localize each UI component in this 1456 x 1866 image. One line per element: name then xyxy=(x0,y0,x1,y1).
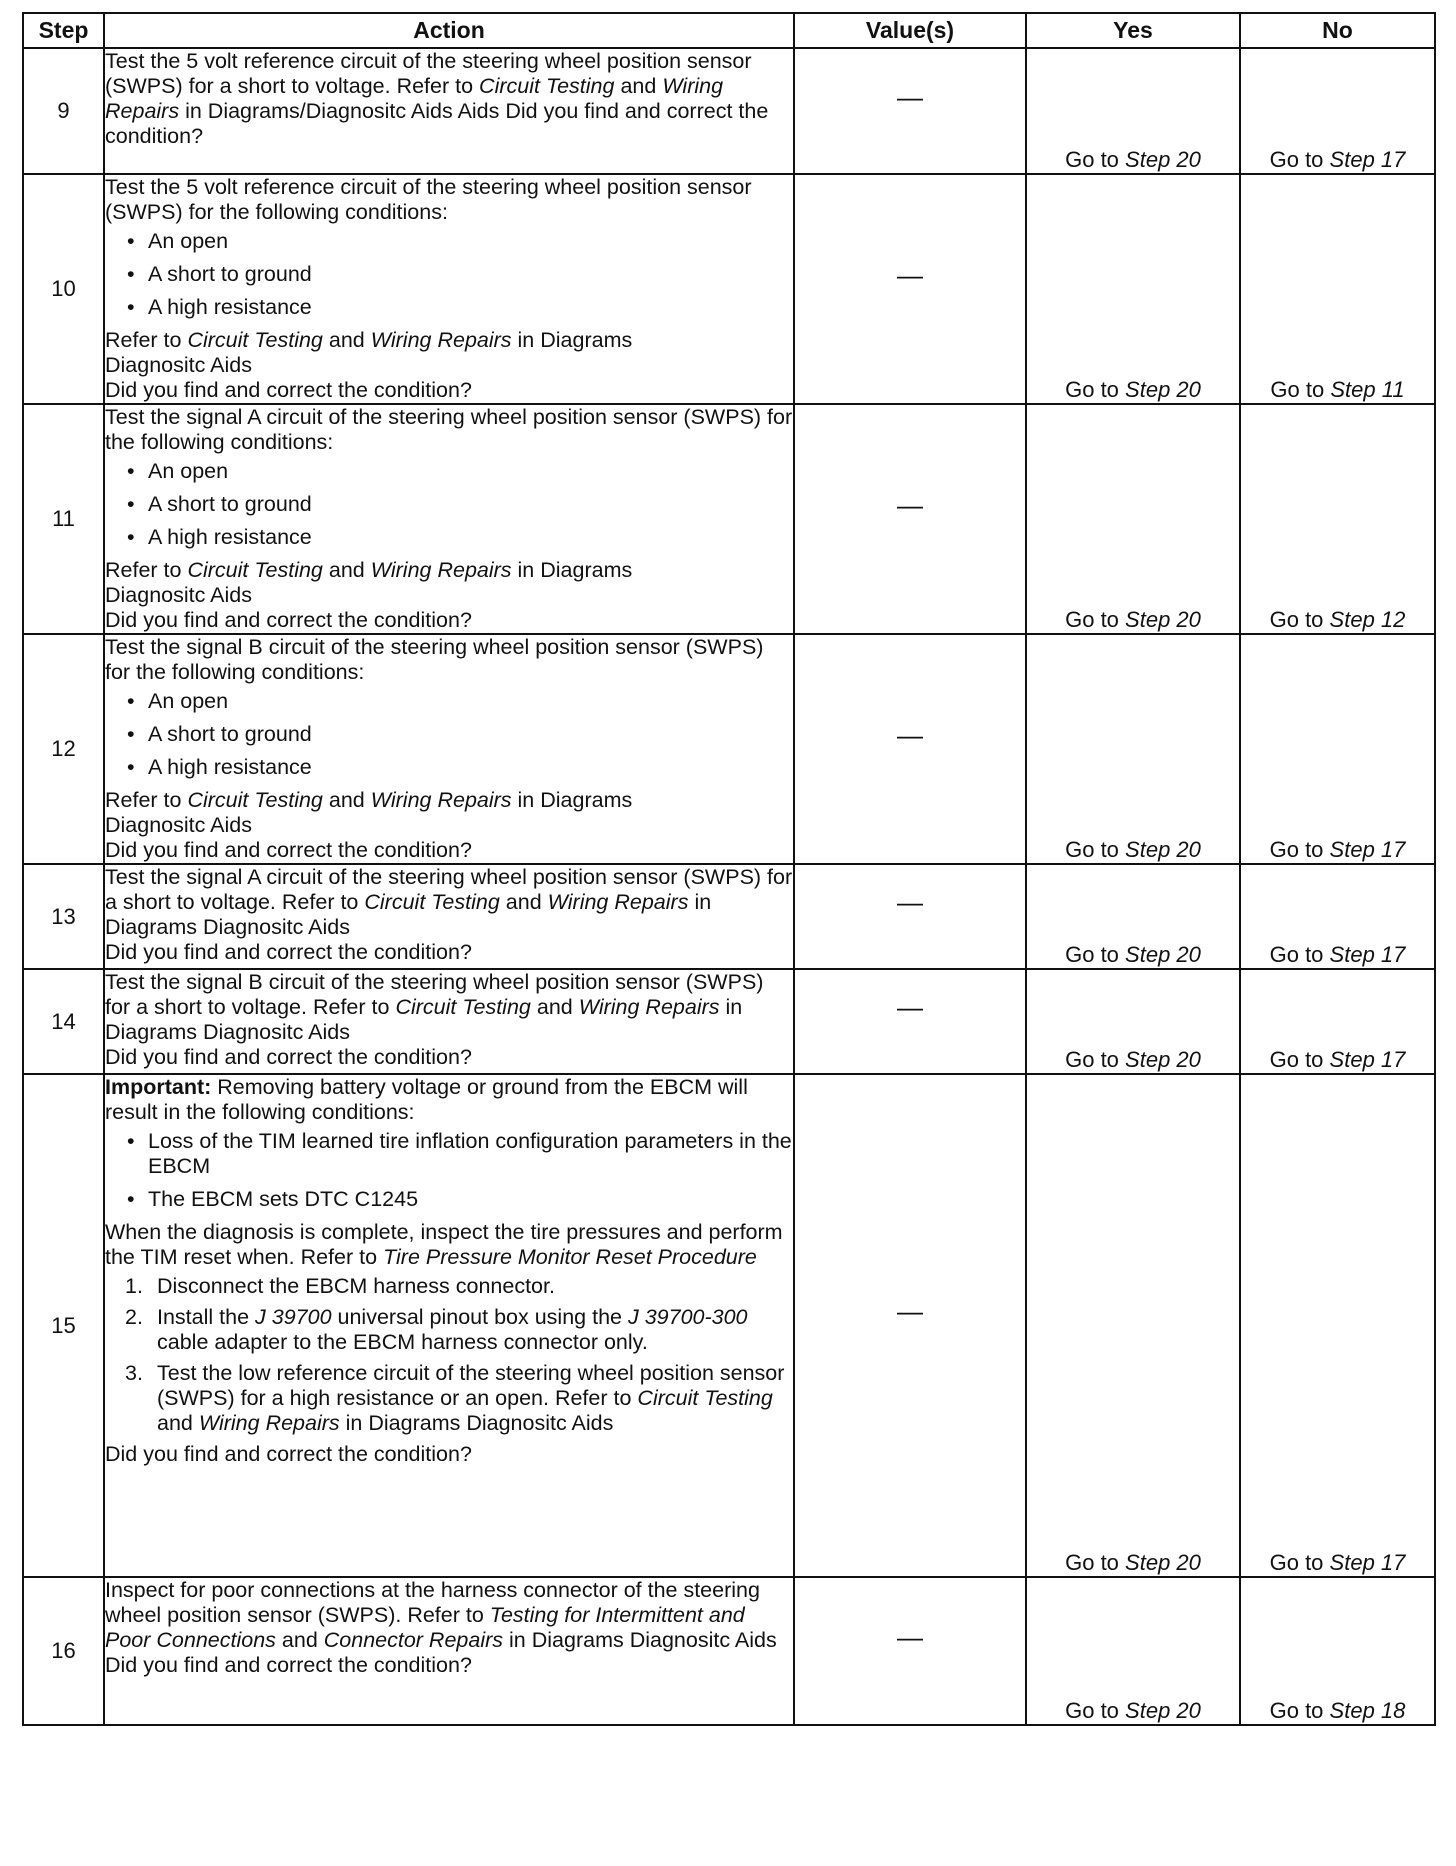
action-cell xyxy=(104,1074,794,1577)
yes-cell: Go to Step 20 xyxy=(1026,1577,1240,1725)
action-text: Test the signal A circuit of the steering wheel position sensor (SWPS) for a short to voltage. Refer to Circuit Testing and Wiring Repairs in Diagrams Diagnositc Aids xyxy=(105,865,793,939)
goto-step-link[interactable]: Step 17 xyxy=(1329,942,1406,967)
list-item: 3. Test the low reference circuit of the steering wheel position sensor (SWPS) for a high resistance or an open. Refer to Circuit Testing and Wiring Repairs in Diagrams Diagnositc Aids xyxy=(125,1361,785,1435)
tool-name: J 39700-300 xyxy=(627,1305,748,1329)
table-row xyxy=(23,1074,1435,1577)
value-dash: — xyxy=(897,887,923,917)
action-cell xyxy=(104,969,794,1074)
value-cell xyxy=(794,864,1026,969)
reference-text: Refer to Circuit Testing and Wiring Repairs in Diagrams Diagnositc Aids xyxy=(105,558,633,607)
goto-step-link[interactable]: Step 12 xyxy=(1329,607,1406,632)
table-row xyxy=(23,174,1435,404)
reference-text: Refer to Circuit Testing and Wiring Repairs in Diagrams Diagnositc Aids xyxy=(105,788,633,837)
yes-cell: Go to Step 20 xyxy=(1026,174,1240,404)
list-item: 1. Disconnect the EBCM harness connector. xyxy=(125,1274,555,1298)
step-number: 15 xyxy=(23,1074,104,1577)
procedure-list xyxy=(125,1274,793,1436)
header-step: Step xyxy=(23,13,104,48)
important-label: Important: xyxy=(105,1075,212,1099)
action-text: Test the signal B circuit of the steering wheel position sensor (SWPS) for a short to voltage. Refer to Circuit Testing and Wiring Repairs in Diagrams Diagnositc Aids xyxy=(105,970,764,1044)
diagnostic-table xyxy=(22,12,1436,1726)
condition-list xyxy=(127,229,793,320)
list-item: • A high resistance xyxy=(127,755,793,780)
value-dash: — xyxy=(897,489,923,520)
yes-cell: Go to Step 20 xyxy=(1026,969,1240,1074)
action-cell xyxy=(104,634,794,864)
action-cell xyxy=(104,48,794,174)
step-number: 13 xyxy=(23,864,104,969)
important-note: Important: Removing battery voltage or ground from the EBCM will result in the following conditions: xyxy=(105,1075,748,1124)
header-action: Action xyxy=(104,13,794,48)
action-text: Inspect for poor connections at the harness connector of the steering wheel position sensor (SWPS). Refer to Testing for Intermittent and Poor Connections and Connector Repairs in Diagrams Diagnositc Aids xyxy=(105,1578,777,1652)
action-text: Test the signal B circuit of the steering wheel position sensor (SWPS) for the following conditions: xyxy=(105,635,764,684)
step-number: 10 xyxy=(23,174,104,404)
value-cell xyxy=(794,174,1026,404)
action-cell xyxy=(104,864,794,969)
list-item: • An open xyxy=(127,229,793,254)
header-values: Value(s) xyxy=(794,13,1026,48)
list-item: • An open xyxy=(127,689,793,714)
reference-text: Refer to Circuit Testing and Wiring Repairs in Diagrams Diagnositc Aids xyxy=(105,328,633,377)
step-number: 12 xyxy=(23,634,104,864)
question-text: Did you find and correct the condition? xyxy=(105,378,472,402)
no-cell: Go to Step 17 xyxy=(1240,634,1435,864)
action-cell xyxy=(104,1577,794,1725)
list-item: • An open xyxy=(127,459,793,484)
header-row xyxy=(23,13,1435,48)
step-number: 16 xyxy=(23,1577,104,1725)
value-dash: — xyxy=(897,81,923,112)
value-dash: — xyxy=(897,992,923,1022)
action-cell xyxy=(104,404,794,634)
goto-step-link[interactable]: Step 20 xyxy=(1125,607,1201,632)
goto-step-link[interactable]: Step 20 xyxy=(1125,147,1201,172)
goto-step-link[interactable]: Step 20 xyxy=(1125,1047,1201,1072)
value-dash: — xyxy=(897,1621,923,1652)
goto-step-link[interactable]: Step 17 xyxy=(1329,1047,1406,1072)
yes-cell: Go to Step 20 xyxy=(1026,864,1240,969)
action-cell xyxy=(104,174,794,404)
question-text: Did you find and correct the condition? xyxy=(105,838,472,862)
no-cell: Go to Step 17 xyxy=(1240,48,1435,174)
value-cell xyxy=(794,48,1026,174)
goto-step-link[interactable]: Step 17 xyxy=(1329,837,1406,862)
yes-cell: Go to Step 20 xyxy=(1026,634,1240,864)
value-dash: — xyxy=(897,1296,923,1326)
list-item: • The EBCM sets DTC C1245 xyxy=(127,1187,793,1212)
goto-step-link[interactable]: Step 20 xyxy=(1125,377,1201,402)
goto-step-link[interactable]: Step 20 xyxy=(1125,1550,1201,1575)
condition-list xyxy=(127,689,793,780)
condition-list xyxy=(127,459,793,550)
table-row xyxy=(23,864,1435,969)
goto-step-link[interactable]: Step 20 xyxy=(1125,942,1201,967)
list-item: • A short to ground xyxy=(127,262,793,287)
value-cell xyxy=(794,1074,1026,1577)
list-item: • A high resistance xyxy=(127,525,793,550)
value-cell xyxy=(794,404,1026,634)
step-number: 11 xyxy=(23,404,104,634)
question-text: Did you find and correct the condition? xyxy=(105,1653,472,1677)
yes-cell: Go to Step 20 xyxy=(1026,48,1240,174)
list-item: • A short to ground xyxy=(127,722,793,747)
step-number: 14 xyxy=(23,969,104,1074)
tool-name: J 39700 xyxy=(255,1305,332,1329)
yes-cell: Go to Step 20 xyxy=(1026,404,1240,634)
value-cell xyxy=(794,969,1026,1074)
no-cell: Go to Step 17 xyxy=(1240,1074,1435,1577)
header-no: No xyxy=(1240,13,1435,48)
value-cell xyxy=(794,634,1026,864)
no-cell: Go to Step 11 xyxy=(1240,174,1435,404)
goto-step-link[interactable]: Step 20 xyxy=(1125,1698,1201,1723)
table-row xyxy=(23,48,1435,174)
value-dash: — xyxy=(897,719,923,750)
reset-note: When the diagnosis is complete, inspect the tire pressures and perform the TIM reset when. Refer to Tire Pressure Monitor Reset Procedure xyxy=(105,1220,783,1269)
list-item: • A short to ground xyxy=(127,492,793,517)
condition-list xyxy=(127,1129,793,1212)
yes-cell: Go to Step 20 xyxy=(1026,1074,1240,1577)
action-text: Test the 5 volt reference circuit of the steering wheel position sensor (SWPS) for a short to voltage. Refer to Circuit Testing and Wiring Repairs in Diagrams/Diagnositc Aids Aids Did you find and correct the condition? xyxy=(105,49,769,148)
table-row xyxy=(23,1577,1435,1725)
step-number: 9 xyxy=(23,48,104,174)
table-row xyxy=(23,969,1435,1074)
no-cell: Go to Step 17 xyxy=(1240,864,1435,969)
table-row xyxy=(23,404,1435,634)
question-text: Did you find and correct the condition? xyxy=(105,1442,472,1466)
action-text: Test the 5 volt reference circuit of the steering wheel position sensor (SWPS) for the following conditions: xyxy=(105,175,752,224)
value-dash: — xyxy=(897,259,923,290)
question-text: Did you find and correct the condition? xyxy=(105,608,472,632)
table-row xyxy=(23,634,1435,864)
goto-step-link[interactable]: Step 18 xyxy=(1329,1698,1406,1723)
goto-step-link[interactable]: Step 11 xyxy=(1330,377,1405,402)
question-text: Did you find and correct the condition? xyxy=(105,1045,472,1069)
goto-step-link[interactable]: Step 17 xyxy=(1329,1550,1406,1575)
question-text: Did you find and correct the condition? xyxy=(105,940,472,964)
no-cell: Go to Step 18 xyxy=(1240,1577,1435,1725)
list-item: • Loss of the TIM learned tire inflation configuration parameters in the EBCM xyxy=(127,1129,793,1179)
goto-step-link[interactable]: Step 20 xyxy=(1125,837,1201,862)
value-cell xyxy=(794,1577,1026,1725)
action-text: Test the signal A circuit of the steering wheel position sensor (SWPS) for the following conditions: xyxy=(105,405,793,454)
list-item: 2. Install the J 39700 universal pinout box using the J 39700-300 cable adapter to the EBCM harness connector only. xyxy=(125,1305,748,1354)
list-item: • A high resistance xyxy=(127,295,793,320)
no-cell: Go to Step 17 xyxy=(1240,969,1435,1074)
no-cell: Go to Step 12 xyxy=(1240,404,1435,634)
goto-step-link[interactable]: Step 17 xyxy=(1329,147,1406,172)
header-yes: Yes xyxy=(1026,13,1240,48)
